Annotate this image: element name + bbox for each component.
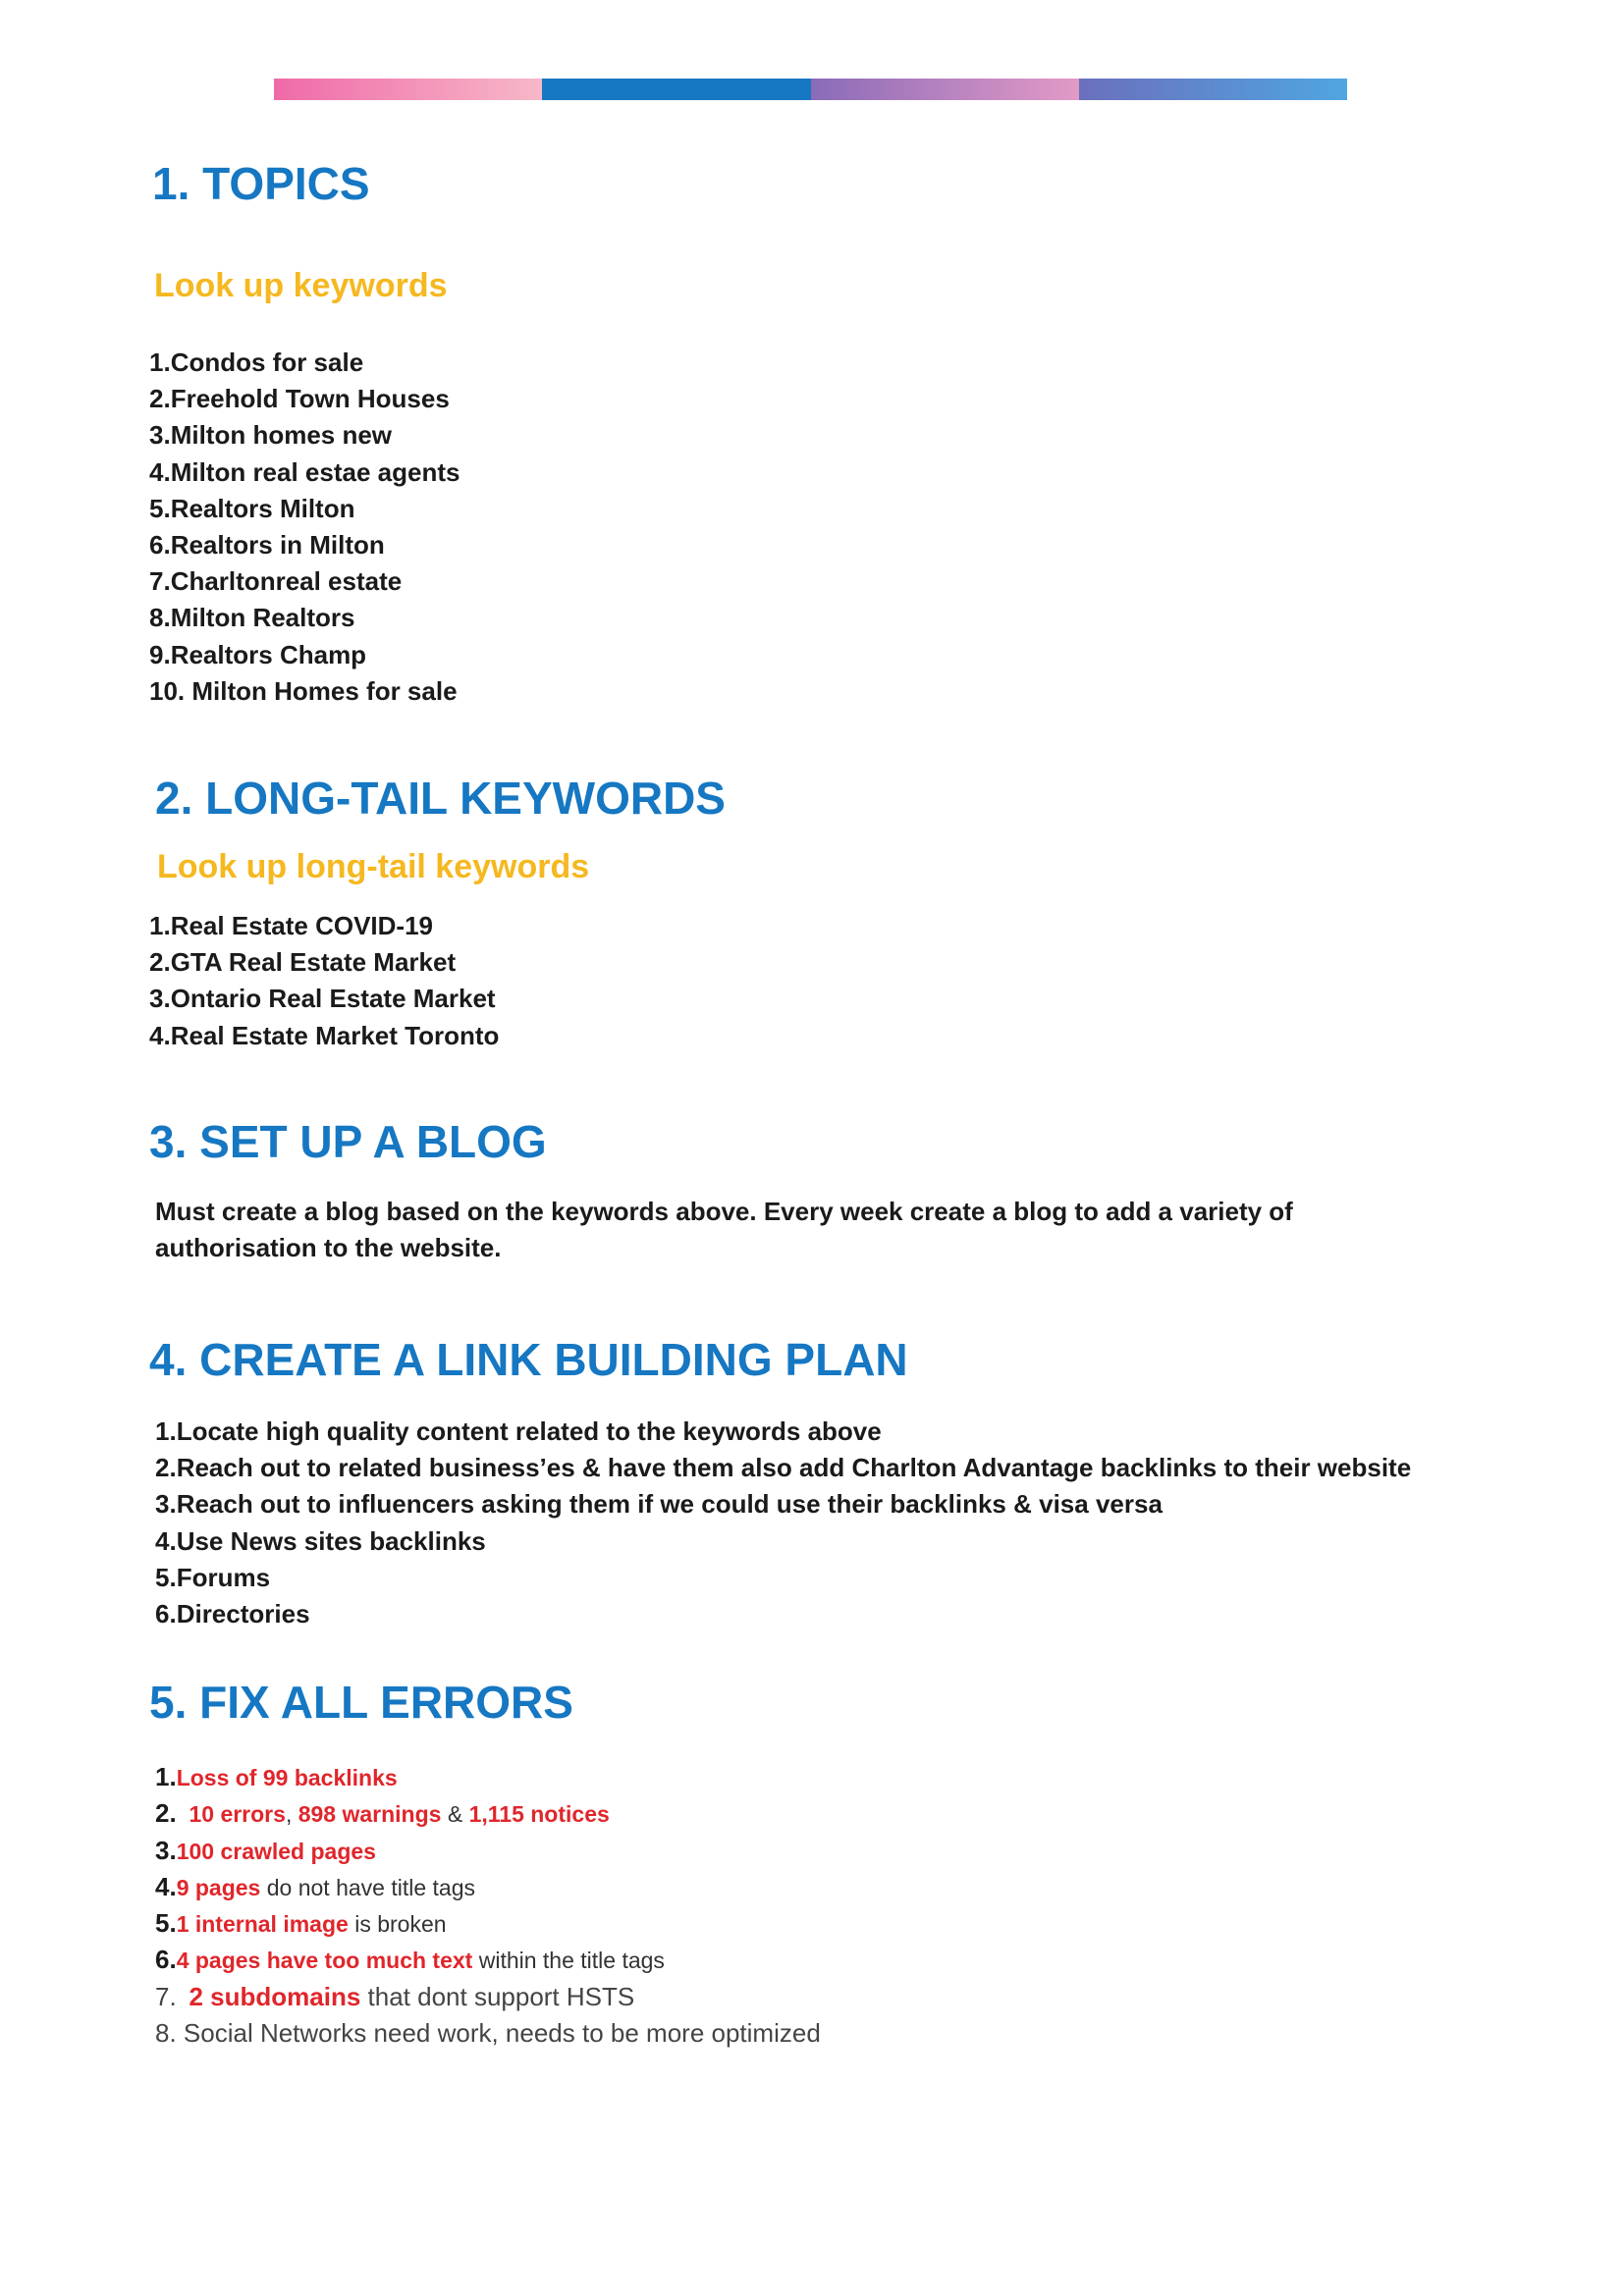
list-item: 2.Reach out to related business’es & have them also add Charlton Advantage backlinks to their website xyxy=(155,1453,1412,1483)
topics-heading: 1. TOPICS xyxy=(152,158,370,209)
list-item: 1.Real Estate COVID-19 xyxy=(149,911,434,940)
list-item: 2.GTA Real Estate Market xyxy=(149,947,457,978)
blog-paragraph xyxy=(155,1194,1333,1266)
list-item: 4.Milton real estae agents xyxy=(149,456,460,487)
longtail-list xyxy=(149,908,499,1054)
longtail-subheading: Look up long-tail keywords xyxy=(157,848,590,885)
list-item: 1.Loss of 99 backlinks xyxy=(155,1762,398,1791)
list-item: 1.Locate high quality content related to the keywords above xyxy=(155,1416,882,1446)
color-bar-lightblue-segment xyxy=(1079,79,1347,100)
list-item: 3.100 crawled pages xyxy=(155,1835,376,1865)
topics-subheading: Look up keywords xyxy=(154,267,448,304)
decorative-color-bar xyxy=(274,79,1347,100)
list-item: 3.Milton homes new xyxy=(149,420,393,451)
errors-list xyxy=(155,1759,821,2052)
list-item: 8. Social Networks need work, needs to be more optimized xyxy=(155,2018,821,2049)
color-bar-blue-segment xyxy=(542,79,810,100)
list-item: 1.Condos for sale xyxy=(149,347,364,377)
list-item: 10. Milton Homes for sale xyxy=(149,675,458,706)
blog-line-2: authorisation to the website. xyxy=(155,1233,502,1262)
longtail-heading: 2. LONG-TAIL KEYWORDS xyxy=(155,773,726,824)
color-bar-purple-segment xyxy=(811,79,1079,100)
list-item: 8.Milton Realtors xyxy=(149,603,355,633)
list-item: 9.Realtors Champ xyxy=(149,639,367,669)
list-item: 5.Realtors Milton xyxy=(149,493,355,523)
list-item: 2. 10 errors, 898 warnings & 1,115 notices xyxy=(155,1798,610,1829)
list-item: 3.Ontario Real Estate Market xyxy=(149,984,496,1014)
list-item: 5.1 internal image is broken xyxy=(155,1908,447,1939)
link-building-list xyxy=(155,1414,1411,1632)
list-item: 4.Use News sites backlinks xyxy=(155,1525,486,1556)
color-bar-pink-segment xyxy=(274,79,542,100)
list-item: 3.Reach out to influencers asking them if we could use their backlinks & visa versa xyxy=(155,1489,1163,1520)
list-item: 7.Charltonreal estate xyxy=(149,566,403,597)
list-item: 4.9 pages do not have title tags xyxy=(155,1871,475,1901)
list-item: 5.Forums xyxy=(155,1562,271,1592)
list-item: 6.Realtors in Milton xyxy=(149,529,385,560)
list-item: 6.Directories xyxy=(155,1598,310,1629)
list-item: 4.Real Estate Market Toronto xyxy=(149,1020,500,1050)
blog-line-1: Must create a blog based on the keywords above. Every week create a blog to add a variety of xyxy=(155,1197,1293,1226)
blog-heading: 3. SET UP A BLOG xyxy=(149,1116,547,1167)
fix-errors-heading: 5. FIX ALL ERRORS xyxy=(149,1677,573,1728)
list-item: 2.Freehold Town Houses xyxy=(149,384,450,414)
link-building-heading: 4. CREATE A LINK BUILDING PLAN xyxy=(149,1334,908,1385)
list-item: 6.4 pages have too much text within the title tags xyxy=(155,1945,665,1975)
topics-list xyxy=(149,345,460,710)
list-item: 7. 2 subdomains that dont support HSTS xyxy=(155,1981,635,2011)
